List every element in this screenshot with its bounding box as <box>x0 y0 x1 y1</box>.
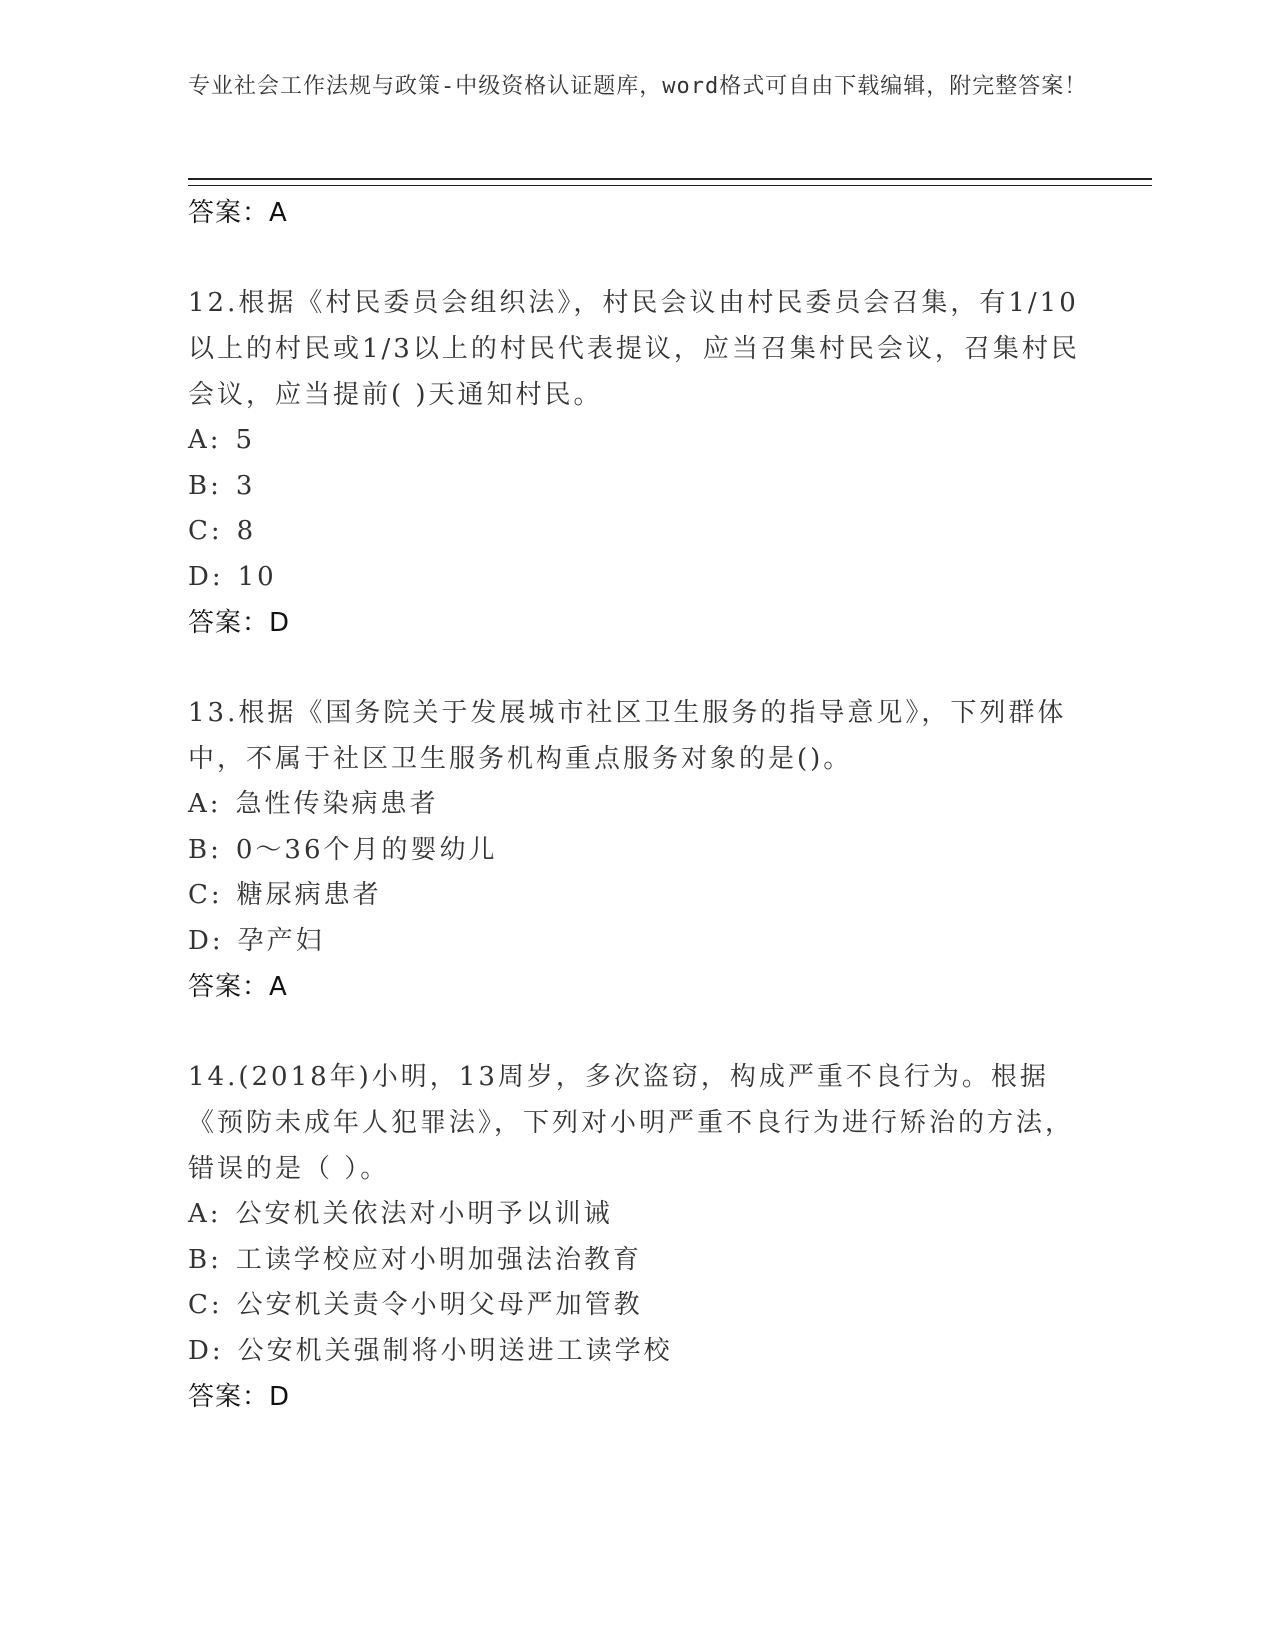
option-b <box>188 828 1088 874</box>
option-letter: A: <box>188 789 222 819</box>
document-body <box>188 190 1088 1420</box>
question-12 <box>188 280 1088 646</box>
option-text: 公安机关强制将小明送进工读学校 <box>237 1335 673 1366</box>
answer-value: D <box>269 1382 291 1412</box>
option-d <box>188 1329 1088 1375</box>
option-b <box>188 464 1088 510</box>
option-c <box>188 1283 1088 1329</box>
question-14 <box>188 1054 1088 1420</box>
question-stem: 14.(2018年)小明，13周岁，多次盗窃，构成严重不良行为。根据《预防未成年人犯罪法》，下列对小明严重不良行为进行矫治的方法，错误的是（ ）。 <box>188 1062 1075 1184</box>
option-letter: D: <box>188 561 224 592</box>
question-stem: 12.根据《村民委员会组织法》，村民会议由村民委员会召集，有1/10以上的村民或1/3以上的村民代表提议，应当召集村民会议，召集村民会议，应当提前( )天通知村民。 <box>188 288 1080 410</box>
answer-line <box>188 1374 1088 1420</box>
question-stem: 13.根据《国务院关于发展城市社区卫生服务的指导意见》，下列群体中，不属于社区卫生服务机构重点服务对象的是()。 <box>188 698 1067 774</box>
option-text: 10 <box>237 561 277 592</box>
option-text: 急性传染病患者 <box>235 789 439 819</box>
option-letter: C: <box>188 516 223 546</box>
option-letter: C: <box>188 880 223 910</box>
option-letter: B: <box>188 470 222 501</box>
option-text: 孕产妇 <box>237 925 325 956</box>
option-a <box>188 782 1088 828</box>
option-text: 8 <box>236 516 257 546</box>
option-letter: D: <box>188 1335 224 1366</box>
option-text: 5 <box>235 425 256 455</box>
answer-line <box>188 600 1088 646</box>
answer-label: 答案： <box>188 608 270 638</box>
answer-value: D <box>269 608 291 638</box>
option-letter: C: <box>188 1290 223 1320</box>
option-c <box>188 873 1088 919</box>
option-c <box>188 509 1088 555</box>
option-a <box>188 418 1088 464</box>
option-text: 3 <box>235 470 256 501</box>
answer-value: A <box>269 198 288 228</box>
option-d <box>188 919 1088 965</box>
page-header: 专业社会工作法规与政策-中级资格认证题库，word格式可自由下载编辑，附完整答案！ <box>188 74 1088 99</box>
answer-line <box>188 190 1088 236</box>
option-letter: A: <box>188 1199 222 1229</box>
option-b <box>188 1238 1088 1284</box>
option-a <box>188 1192 1088 1238</box>
option-letter: A: <box>188 425 222 455</box>
option-text: 糖尿病患者 <box>236 880 382 910</box>
option-letter: D: <box>188 925 224 956</box>
option-d <box>188 555 1088 601</box>
answer-label: 答案： <box>188 1382 270 1412</box>
answer-value: A <box>269 972 288 1002</box>
option-text: 公安机关责令小明父母严加管教 <box>236 1290 643 1320</box>
answer-label: 答案： <box>188 198 270 228</box>
option-text: 公安机关依法对小明予以训诫 <box>235 1199 613 1229</box>
option-letter: B: <box>188 1244 222 1275</box>
header-divider <box>188 178 1152 186</box>
question-13 <box>188 690 1088 1010</box>
option-letter: B: <box>188 834 222 865</box>
answer-line <box>188 964 1088 1010</box>
option-text: 工读学校应对小明加强法治教育 <box>235 1244 642 1275</box>
answer-label: 答案： <box>188 972 270 1002</box>
option-text: 0～36个月的婴幼儿 <box>235 834 498 865</box>
